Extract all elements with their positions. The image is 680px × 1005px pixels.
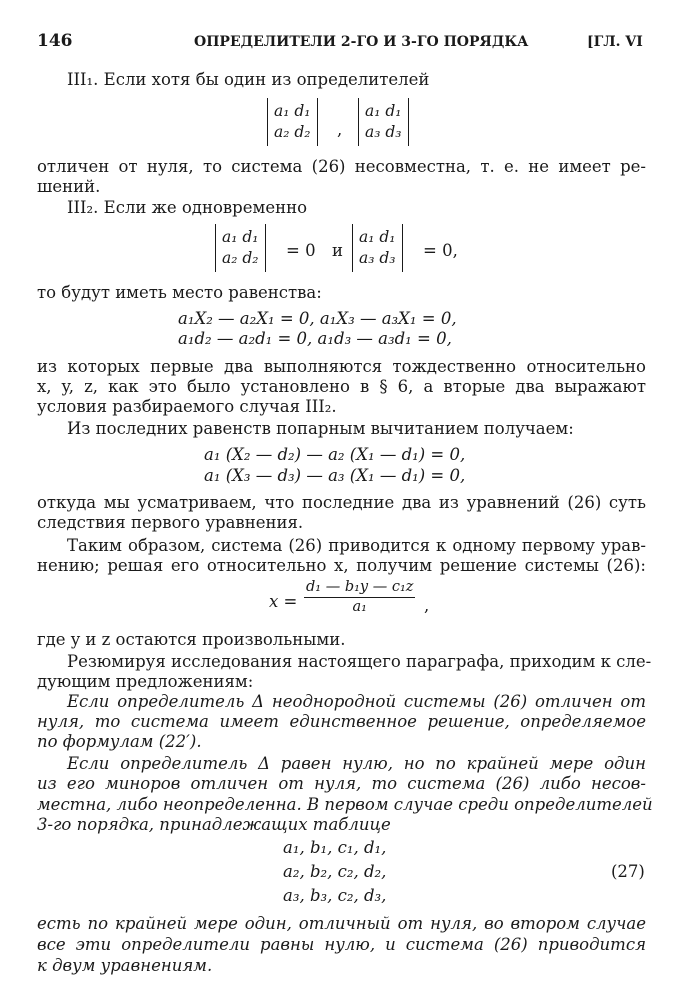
theorem-line: есть по крайней мере один, отличный от нуля, во втором случае (37, 914, 646, 933)
theorem-line: нуля, то система имеет единственное решение, определяемое (37, 712, 646, 731)
paragraph-line: нению; решая его относительно x, получим решение системы (26): (37, 556, 646, 575)
det2-row2: a₃ d₃ (365, 123, 402, 141)
paragraph-line: условия разбираемого случая III₂. (37, 397, 337, 416)
theorem-line: Если определитель Δ равен нулю, но по крайней мере один (67, 754, 646, 773)
det4-row1: a₁ d₁ (359, 228, 396, 246)
det2-row1: a₁ d₁ (365, 102, 402, 120)
det1-row1: a₁ d₁ (274, 102, 311, 120)
det3-row2: a₂ d₂ (222, 249, 259, 267)
formula-denominator: a₁ (352, 599, 367, 615)
conjunction-and: и (332, 241, 343, 260)
comma-separator: , (337, 120, 343, 139)
paragraph-line: из которых первые два выполняются тождественно относительно (37, 357, 646, 376)
paragraph-line: Таким образом, система (26) приводится к одному первому урав- (67, 536, 646, 555)
paragraph-line: Резюмируя исследования настоящего параграфа, приходим к сле- (67, 652, 652, 671)
paragraph-line: дующим предложениям: (37, 672, 254, 691)
theorem-line: 3-го порядка, принадлежащих таблице (37, 815, 391, 834)
equals-zero: = 0 (286, 241, 316, 260)
paragraph-line: следствия первого уравнения. (37, 513, 304, 532)
running-title: ОПРЕДЕЛИТЕЛИ 2-ГО И 3-ГО ПОРЯДКА (194, 34, 529, 50)
theorem-line: Если определитель Δ неоднородной системы (26) отличен от (67, 692, 646, 711)
determinant-4 (352, 224, 403, 272)
case-iii2-line: III₂. Если же одновременно (67, 198, 308, 217)
paragraph-line: шений. (37, 177, 101, 196)
formula-numerator: d₁ — b₁y — c₁z (304, 579, 415, 598)
table-row: a₃, b₃, c₂, d₃, (283, 886, 387, 905)
table-row: a₁, b₁, c₁, d₁, (283, 838, 387, 857)
paragraph-line: Из последних равенств попарным вычитанием получаем: (67, 419, 574, 438)
paragraph-line: то будут иметь место равенства: (37, 283, 322, 302)
equals-zero-comma: = 0, (423, 241, 458, 260)
equation-line: a₁X₂ — a₂X₁ = 0, a₁X₃ — a₃X₁ = 0, (178, 309, 457, 328)
det1-row2: a₂ d₂ (274, 123, 311, 141)
page-number: 146 (37, 31, 73, 51)
theorem-line: по формулам (22′). (37, 732, 202, 751)
equation-number: (27) (611, 862, 645, 881)
paragraph-line: отличен от нуля, то система (26) несовместна, т. е. не имеет ре- (37, 157, 646, 176)
theorem-line: все эти определители равны нулю, и система (26) приводится (37, 935, 646, 954)
formula-comma: , (424, 596, 430, 615)
determinant-3 (215, 224, 266, 272)
theorem-line: местна, либо неопределенна. В первом случае среди определителей (37, 795, 653, 814)
determinant-2 (358, 98, 409, 146)
case-iii1-line: III₁. Если хотя бы один из определителей (67, 70, 430, 89)
formula-lhs: x = (269, 592, 298, 611)
equation-line: a₁ (X₃ — d₃) — a₃ (X₁ — d₁) = 0, (204, 466, 466, 485)
theorem-line: из его миноров отличен от нуля, то система (26) либо несов- (37, 774, 646, 793)
determinant-1 (267, 98, 318, 146)
table-row: a₂, b₂, c₂, d₂, (283, 862, 387, 881)
paragraph-line: x, y, z, как это было установлено в § 6, а вторые два выражают (37, 377, 646, 396)
paragraph-line: откуда мы усматриваем, что последние два из уравнений (26) суть (37, 493, 646, 512)
formula-fraction (304, 579, 415, 616)
paragraph-line: где y и z остаются произвольными. (37, 630, 346, 649)
det3-row1: a₁ d₁ (222, 228, 259, 246)
chapter-label: [ГЛ. VI (587, 34, 643, 50)
theorem-line: к двум уравнениям. (37, 956, 213, 975)
equation-line: a₁d₂ — a₂d₁ = 0, a₁d₃ — a₃d₁ = 0, (178, 329, 452, 348)
equation-line: a₁ (X₂ — d₂) — a₂ (X₁ — d₁) = 0, (204, 445, 466, 464)
det4-row2: a₃ d₃ (359, 249, 396, 267)
